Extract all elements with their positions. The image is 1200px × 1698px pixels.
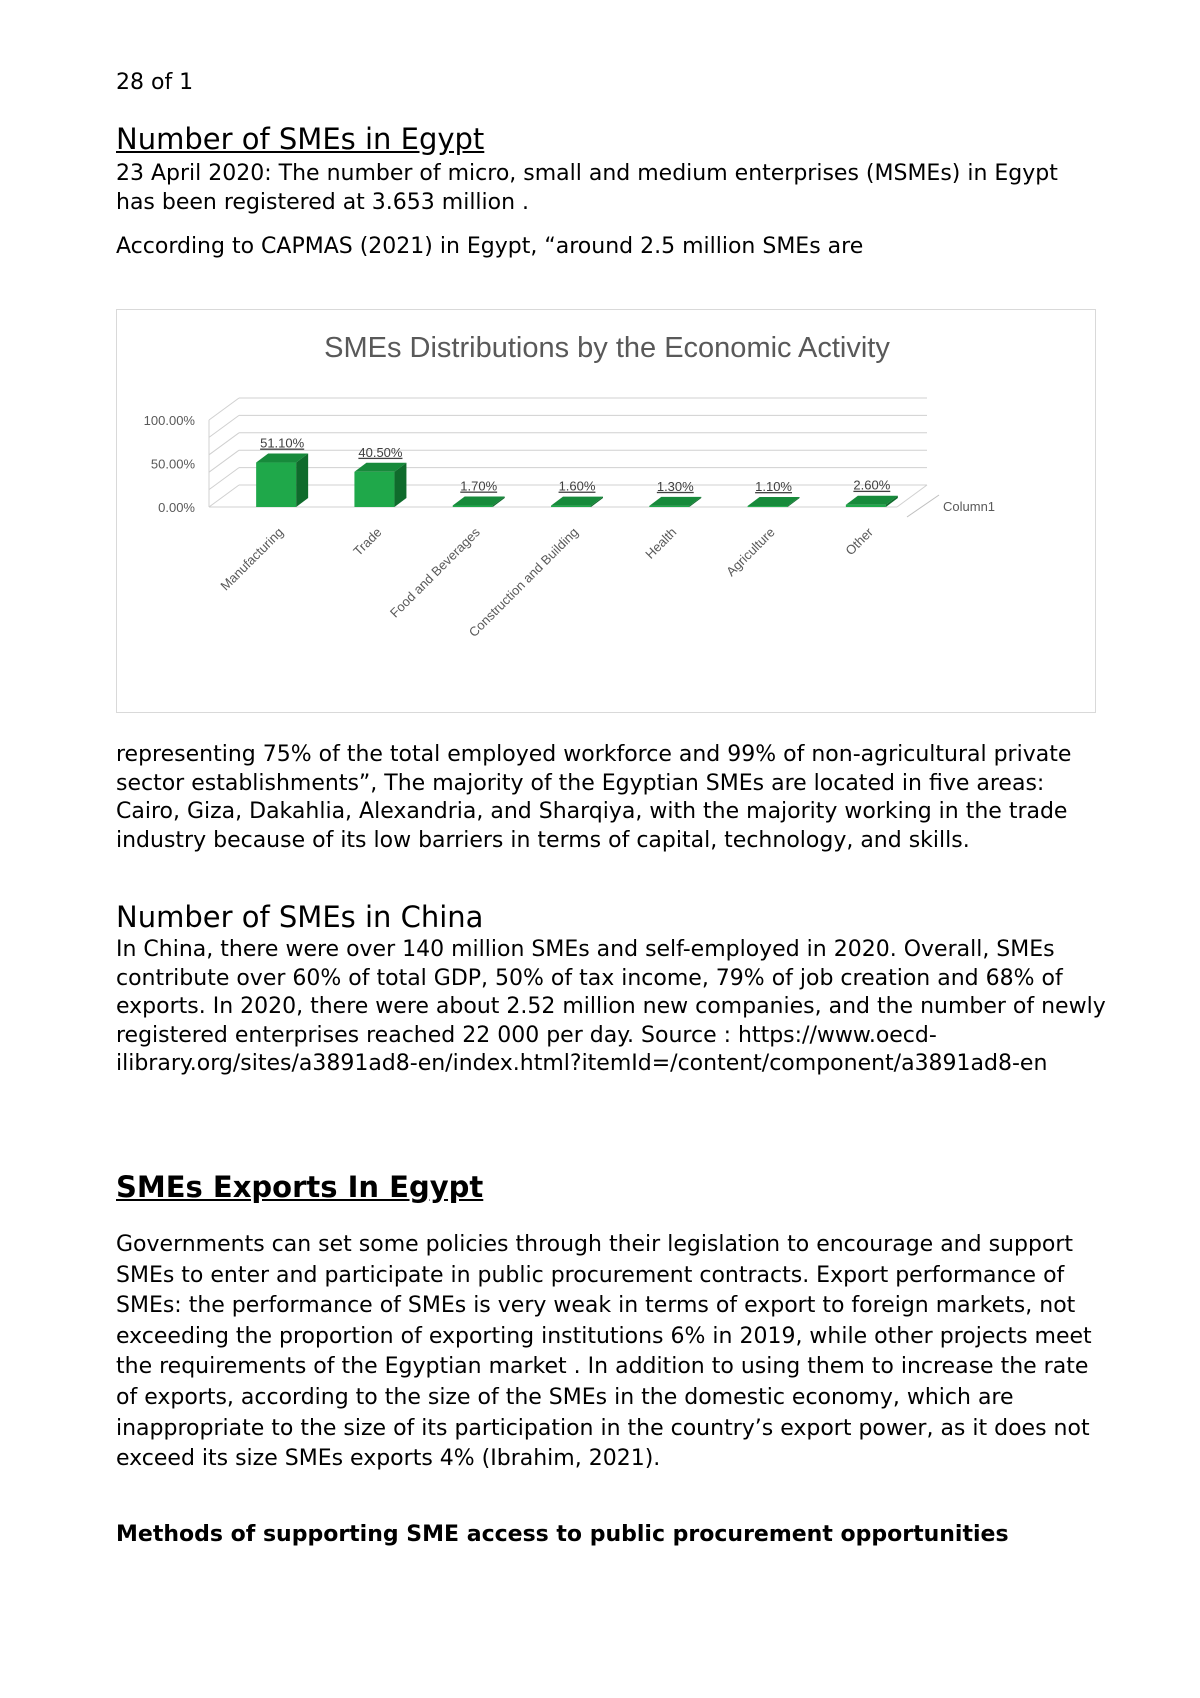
category-label: Agriculture xyxy=(723,524,778,580)
y-tick-label: 100.00% xyxy=(143,413,195,428)
page-number: 28 of 1 xyxy=(116,70,194,95)
sme-distribution-chart xyxy=(116,309,1096,713)
egypt-paragraph-1: 23 April 2020: The number of micro, small and medium enterprises (MSMEs) in Egypt has been registered at 3.653 million . xyxy=(116,161,1058,215)
bar-top xyxy=(649,497,701,506)
grid-line-side xyxy=(209,433,239,455)
grid-line-side xyxy=(209,398,239,420)
category-label: Trade xyxy=(350,524,385,559)
bar-front xyxy=(453,506,493,507)
grid-line-side xyxy=(209,485,239,507)
bar-front xyxy=(748,506,788,507)
bar-front xyxy=(354,472,394,507)
data-label: 1.30% xyxy=(656,478,694,494)
category-label: Manufacturing xyxy=(217,524,287,594)
bar-top xyxy=(748,497,800,506)
bar-side xyxy=(296,454,308,507)
category-label: Other xyxy=(842,524,876,559)
egypt-paragraph-3: representing 75% of the total employed workforce and 99% of non-agricultural private sector establishments”, The majority of the Egyptian SMEs are located in five areas: Cairo, Giza, Dakahlia, Alexandria, and Sharqiya, with the majority working in the trade industry because of its low barriers in terms of capital, technology, and skills. xyxy=(116,742,1072,853)
data-label: 2.60% xyxy=(853,477,891,493)
grid-line-side xyxy=(209,468,239,490)
bar-top xyxy=(551,497,603,506)
data-label: 51.10% xyxy=(260,435,305,451)
y-tick-label: 0.00% xyxy=(158,500,195,515)
series-axis-line xyxy=(907,495,939,517)
data-label: 1.10% xyxy=(755,479,793,495)
bar-front xyxy=(256,463,296,507)
chart-title: SMEs Distributions by the Economic Activity xyxy=(324,332,890,364)
grid-line-side xyxy=(209,450,239,472)
bar-top xyxy=(453,497,505,506)
bar-front xyxy=(649,506,689,507)
exports-paragraph: Governments can set some policies through their legislation to encourage and support SMEs to enter and participate in public procurement contracts. Export performance of SMEs: the performance of SMEs is very weak in terms of export to foreign markets, not exceeding the proportion of exporting institutions 6% in 2019, while other projects meet the requirements of the Egyptian market . In addition to using them to increase the rate of exports, according to the size of the SMEs in the domestic economy, which are inappropriate to the size of its participation in the country’s export power, as it does not exceed its size SMEs exports 4% (Ibrahim, 2021). xyxy=(116,1232,1092,1472)
grid-line-side xyxy=(209,415,239,437)
egypt-heading: Number of SMEs in Egypt xyxy=(116,122,485,156)
floor-right-edge xyxy=(897,485,927,507)
bar-front xyxy=(551,506,591,507)
data-label: 1.60% xyxy=(558,478,596,494)
china-paragraph: In China, there were over 140 million SMEs and self-employed in 2020. Overall, SMEs contribute over 60% of total GDP, 50% of tax income, 79% of job creation and 68% of exports. In 2020, there were about 2.52 million new companies, and the number of newly registered enterprises reached 22 000 per day. Source : https://www.oecd-ilibrary.org/sites/a3891ad8-en/index.html?itemId=/content/component/a3891ad8-en xyxy=(116,937,1106,1076)
category-label: Food and Beverages xyxy=(386,524,483,621)
category-label: Construction and Building xyxy=(465,524,582,640)
chart-canvas xyxy=(117,310,1097,714)
china-heading: Number of SMEs in China xyxy=(116,900,484,934)
procurement-subheading: Methods of supporting SME access to public procurement opportunities xyxy=(116,1522,1009,1547)
data-label: 1.70% xyxy=(460,478,498,494)
egypt-paragraph-2: According to CAPMAS (2021) in Egypt, “around 2.5 million SMEs are xyxy=(116,234,864,259)
category-label: Health xyxy=(642,524,680,562)
series-axis-label: Column1 xyxy=(943,499,996,514)
y-tick-label: 50.00% xyxy=(150,456,195,472)
bar-front xyxy=(846,505,886,507)
exports-heading: SMEs Exports In Egypt xyxy=(116,1170,484,1204)
data-label: 40.50% xyxy=(358,444,403,460)
